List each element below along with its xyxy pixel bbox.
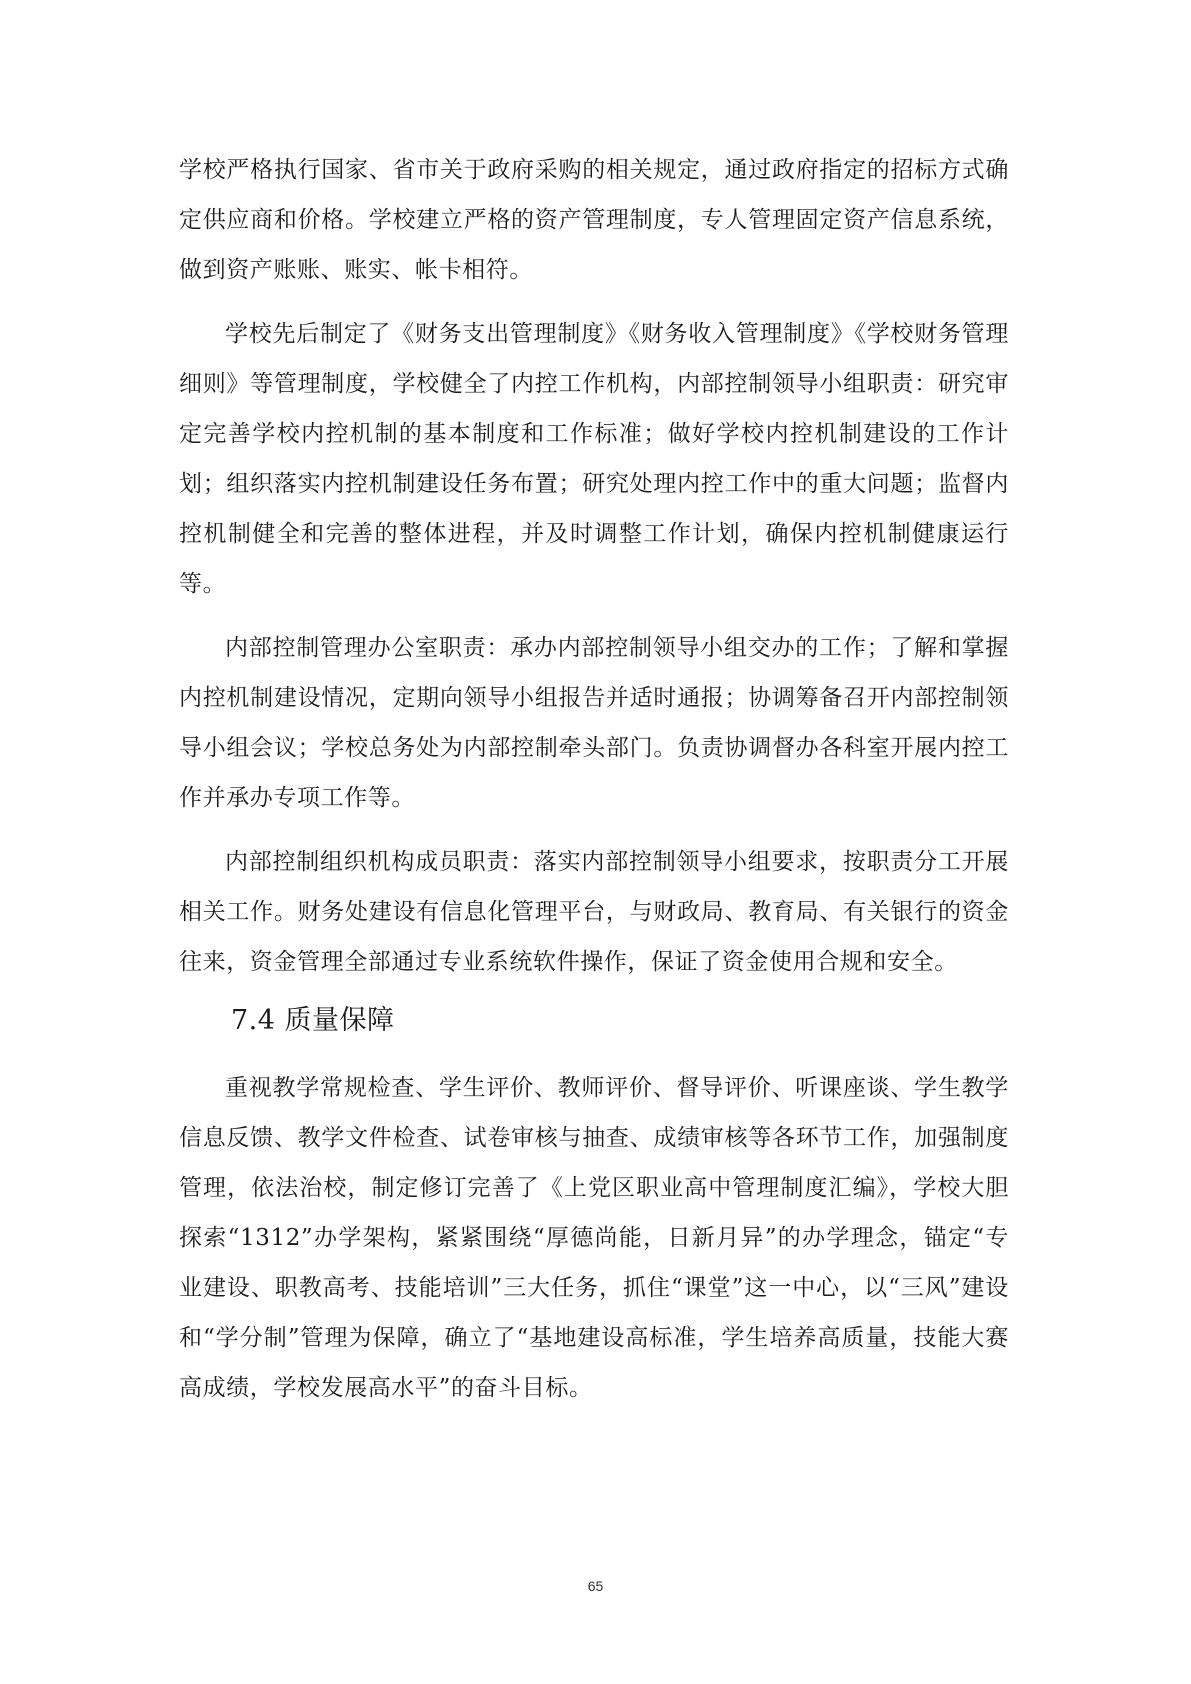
page-number: 65: [587, 1578, 604, 1594]
page-content: [179, 145, 1009, 1427]
paragraph-control-members: 内部控制组织机构成员职责：落实内部控制领导小组要求，按职责分工开展相关工作。财务处建设有信息化管理平台，与财政局、教育局、有关银行的资金往来，资金管理全部通过专业系统软件操作，保证了资金使用合规和安全。: [179, 849, 1009, 975]
paragraph-control-office: 内部控制管理办公室职责：承办内部控制领导小组交办的工作；了解和掌握内控机制建设情况，定期向领导小组报告并适时通报；协调筹备召开内部控制领导小组会议；学校总务处为内部控制牵头部门。负责协调督办各科室开展内控工作并承办专项工作等。: [179, 635, 1009, 811]
paragraph-financial-rules: 学校先后制定了《财务支出管理制度》《财务收入管理制度》《学校财务管理细则》等管理制度，学校健全了内控工作机构，内部控制领导小组职责：研究审定完善学校内控机制的基本制度和工作标准；做好学校内控机制建设的工作计划；组织落实内控机制建设任务布置；研究处理内控工作中的重大问题；监督内控机制健全和完善的整体进程，并及时调整工作计划，确保内控机制健康运行等。: [179, 321, 1009, 597]
paragraph-procurement: 学校严格执行国家、省市关于政府采购的相关规定，通过政府指定的招标方式确定供应商和价格。学校建立严格的资产管理制度，专人管理固定资产信息系统，做到资产账账、账实、帐卡相符。: [179, 157, 1009, 283]
section-heading: 7.4 质量保障: [231, 1005, 395, 1036]
paragraph-quality-assurance: 重视教学常规检查、学生评价、教师评价、督导评价、听课座谈、学生教学信息反馈、教学文件检查、试卷审核与抽查、成绩审核等各环节工作，加强制度管理，依法治校，制定修订完善了《上党区职业高中管理制度汇编》，学校大胆探索“1312”办学架构，紧紧围绕“厚德尚能，日新月异”的办学理念，锚定“专业建设、职教高考、技能培训”三大任务，抓住“课堂”这一中心，以“三风”建设和“学分制”管理为保障，确立了“基地建设高标准，学生培养高质量，技能大赛高成绩，学校发展高水平”的奋斗目标。: [179, 1075, 1009, 1401]
